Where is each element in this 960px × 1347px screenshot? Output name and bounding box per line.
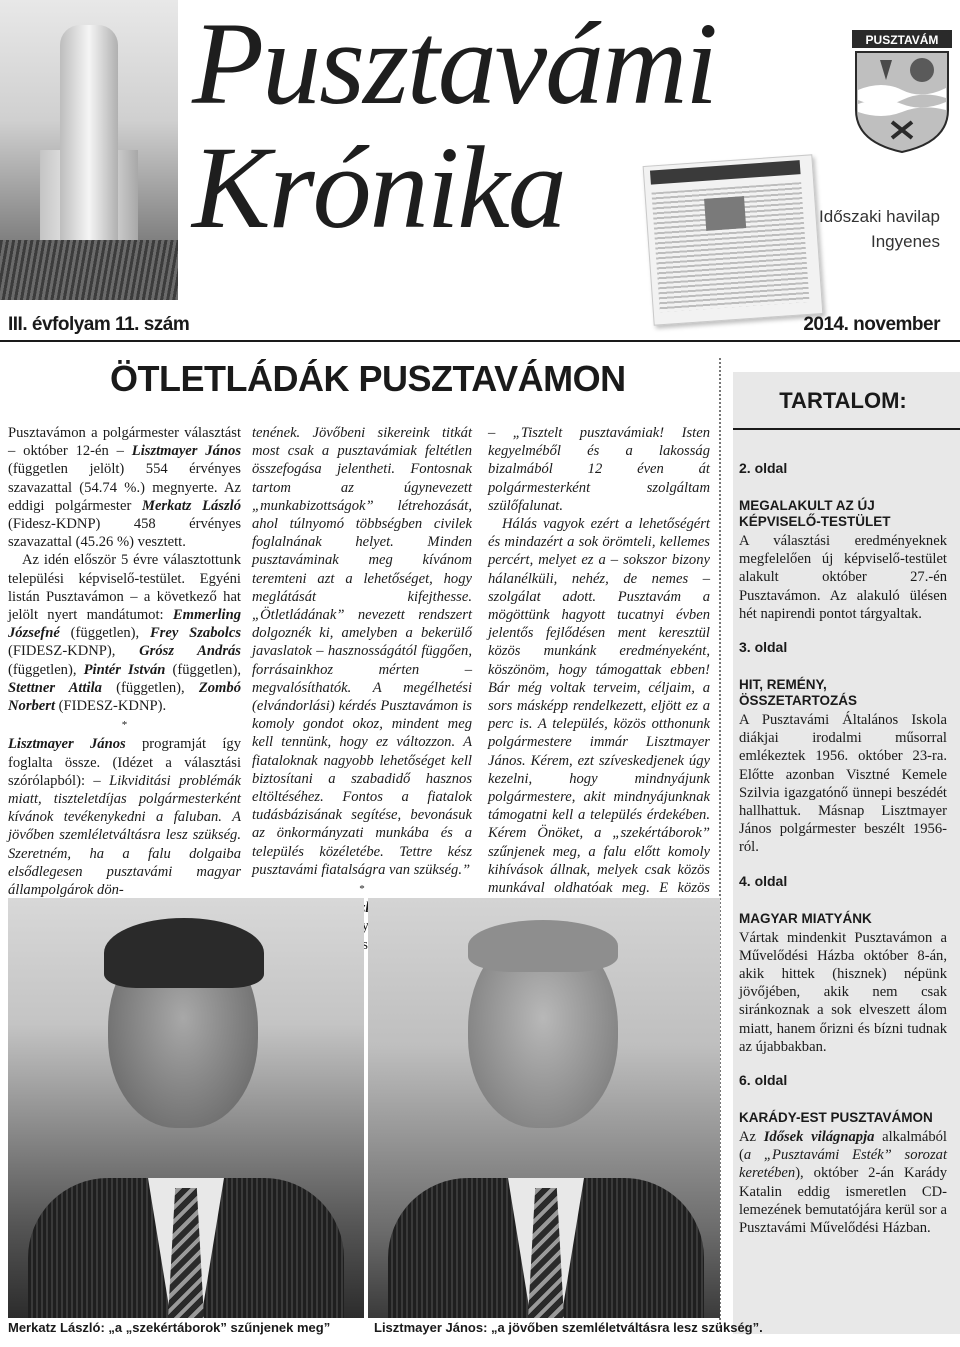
- publication-info: [819, 204, 940, 254]
- article-paragraph: tenének. Jövőbeni sikereink titkát most csak a pusztavámiak feltétlen összefogása jelentheti. Fontosnak tartom az úgynevezett „munkabizottságok” létrehozását, ahol túlnyomó többségben civilek foglalnának helyet. Minden pusztaváminak meg kívánom teremteni azt a lehetőséget, hogy meglátását kifejthesse. „Ötletládának” nevezett rendszert dolgoznék ki, amelyben a bekerülő javaslatok – hasznosságától függően, forrásainkhoz mérten – megvalósíthatók. A megélhetési (elvándorlási) kérdés Pusztavámon is komoly gondot okoz, mindent meg kell tennünk, hogy ez változzon. A fiataloknak nagyobb lehetőséget kell biztosítani a szabadidő hasznos eltöltéséhez. Fontos a fiatalok tudásbázisának segítése, bevonásuk az önkormányzati munkába és a település közéletébe. Tettre kész pusztavámi fiatalságra van szükség.”: [252, 425, 472, 878]
- toc-summary: A Pusztavámi Általános Iskola diákjai irodalmi műsorral emlékeztek 1956. október 23-ra. Előtte azonban Visztné Kemele Szilvia igazgatónő ünnepi beszédét hallhattuk. Másnap Lisztmayer János polgármester beszélt 1956-ról.: [739, 712, 947, 856]
- toc-page-label: 4. oldal: [739, 872, 788, 889]
- article-column-2: [252, 424, 472, 954]
- section-star: *: [359, 883, 365, 896]
- article-paragraph: Pusztavámon a polgármester választást – október 12-én – Lisztmayer János (független jelölt) 554 érvényes szavazattal (54.74 %.) megnyerte. Az eddigi polgármester Merkatz László (Fidesz-KDNP) 458 érvényes szavazattal (45.26 %) vesztett.: [8, 425, 241, 551]
- masthead-line-1: Pusztavámi: [192, 0, 717, 129]
- thumbnail-photo: [704, 196, 746, 231]
- issue-date: 2014. november: [803, 314, 940, 335]
- previous-issue-thumbnail: [643, 154, 824, 325]
- article-column-1: [8, 424, 241, 899]
- masthead: [192, 0, 717, 254]
- thumbnail-header: [650, 160, 801, 184]
- toc-summary: A választási eredményeknek megfelelően új képviselő-testület alakult október 27.-én Pusztavámon. Az alakuló ülésen hét napirendi pontot tárgyaltak.: [739, 533, 947, 622]
- article-paragraph: Hálás vagyok ezért a lehetőségért és mindazért a sok örömteli, kellemes percért, melyet ez a – sokszor bizony hálanélküli, nehéz, de nemes – szolgálat adott. Pusztavám a mögöttünk hagyott tucatnyi évben jelentős fejlődésen ment keresztül közös munkánk eredményeként, köszönöm, hogy támogattak ebben! Bár még voltak terveim, céljaim, a sors másképp rendelkezett, eljött ez a perc is. A település, közös otthonunk polgármestere immár Lisztmayer János. Kérem, ezt szíveskedjenek úgy kezelni, hogy mindnyájunk polgármestere, akit mindnyájunknak támogatni kell a település érdekében. Kérem Önöket, a „szekértáborok” szűnjenek meg, a falu előtt komoly kihívások állnak, melyek csak közös munkával oldhatóak meg. E közös: [488, 516, 710, 897]
- main-headline: ÖTLETLÁDÁK PUSZTAVÁMON: [110, 358, 626, 399]
- photo-caption-right: Lisztmayer János: „a jövőben szemléletváltásra lesz szükség”.: [374, 1320, 763, 1335]
- masthead-line-2: Krónika: [192, 122, 565, 254]
- toc-items: [739, 460, 947, 1253]
- toc-page-label: 3. oldal: [739, 639, 788, 656]
- hair: [468, 920, 618, 972]
- toc-heading: HIT, REMÉNY, ÖSSZETARTOZÁS: [739, 677, 858, 709]
- statue-grass: [0, 240, 178, 300]
- coat-of-arms-icon: [852, 30, 952, 154]
- candidate-name: Merkatz László: [141, 497, 241, 514]
- article-paragraph: Lisztmayer János programját így foglalta össze. (Idézet a választási szórólapból): – Likviditási problémák miatt, tiszteletdíjas polgármesterként kívánok tevékenykedni a faluban. A jövőben szemléletváltásra lesz szükség. Szeretném, ha a falu dolgaiba elsődlegesen pusztavámi magyar állampolgárok dön-: [8, 736, 241, 899]
- hair: [104, 918, 264, 988]
- toc-heading: MAGYAR MIATYÁNK: [739, 910, 872, 926]
- toc-heading: KARÁDY-EST PUSZTAVÁMON: [739, 1110, 933, 1126]
- toc-rule: [733, 428, 960, 430]
- toc-summary: Vártak mindenkit Pusztavámon a Művelődési Házba október 8-án, akik hittek (hisznek) népünk jövőjében, akik nem csak siránkoznak a sok elveszett álom miatt, hanem őrizni és bízni tudnak az újabbakban.: [739, 929, 947, 1055]
- toc-summary: Az Idősek világnapja alkalmából (a „Pusztavámi Esték” sorozat keretében), október 2-án Karády Katalin eddig ismeretlen CD-lemezének bemutatójára kerül sor a Pusztavámi Művelődési Házban.: [739, 1129, 947, 1237]
- crest-label: PUSZTAVÁM: [865, 33, 939, 47]
- portrait-lisztmayer: [368, 898, 720, 1318]
- statue-figure: [60, 25, 118, 255]
- portrait-merkatz: [8, 898, 364, 1318]
- candidate-name: Lisztmayer János: [131, 443, 241, 460]
- toc-page-label: 6. oldal: [739, 1072, 788, 1089]
- free-label: Ingyenes: [871, 232, 940, 251]
- section-star: *: [121, 719, 128, 732]
- toc-title: TARTALOM:: [779, 388, 907, 413]
- statue-photo: [0, 0, 178, 300]
- table-of-contents: [733, 372, 960, 1334]
- toc-heading: MEGALAKULT AZ ÚJ KÉPVISELŐ-TESTÜLET: [739, 498, 891, 529]
- toc-page-label: 2. oldal: [739, 460, 788, 476]
- article-column-3: [488, 424, 710, 952]
- photo-caption-left: Merkatz László: „a „szekértáborok” szűnjenek meg”: [8, 1320, 331, 1335]
- header-rule: [0, 340, 960, 342]
- article-paragraph: – „Tisztelt pusztavámiak! Isten kegyelméből és a lakosság bizalmából 12 éven át polgármesterként szolgáltam szülőfalunat.: [488, 425, 710, 514]
- article-paragraph: Az idén először 5 évre választottunk települési képviselő-testület. Egyéni listán Pusztavámon – a következő hat jelölt nyert mandátumot: Emmerling Józsefné (független), Frey Szabolcs (FIDESZ-KDNP), Grósz András (független), Pintér István (független), Stettner Attila (független), Zombó Norbert (FIDESZ-KDNP).: [8, 552, 242, 715]
- issue-number: III. évfolyam 11. szám: [8, 314, 190, 335]
- periodic-label: Időszaki havilap: [819, 207, 940, 226]
